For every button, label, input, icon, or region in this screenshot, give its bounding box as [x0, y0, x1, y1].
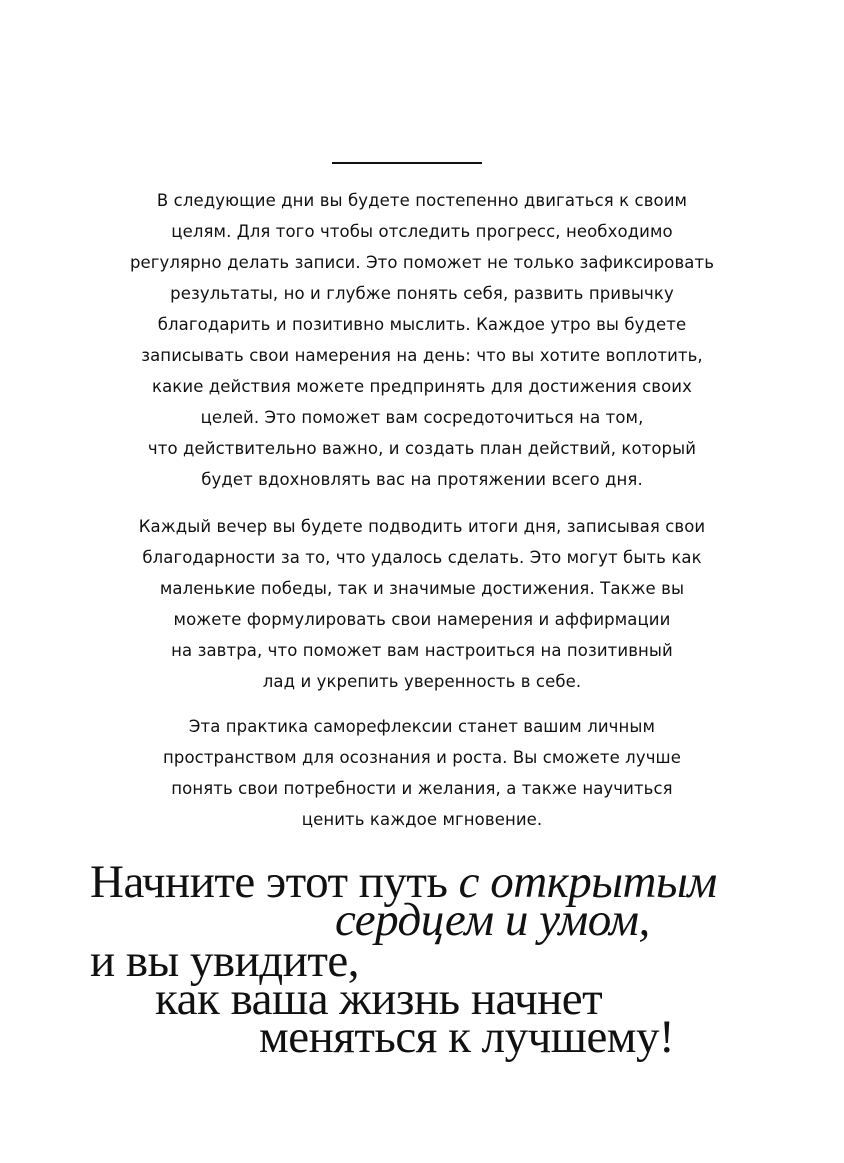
paragraph-line: маленькие победы, так и значимые достижения. Также вы [159, 579, 685, 598]
quote-line-3: и вы увидите, [90, 935, 359, 987]
paragraph-line: ценить каждое мгновение. [301, 810, 543, 829]
paragraph-line: записывать свои намерения на день: что вы хотите воплотить, [141, 346, 703, 365]
paragraph-line: В следующие дни вы будете постепенно двигаться к своим [156, 191, 688, 210]
paragraph-line: понять свои потребности и желания, а также научиться [171, 779, 673, 798]
paragraph-line: на завтра, что поможет вам настроиться на позитивный [171, 641, 673, 660]
paragraph-line: Каждый вечер вы будете подводить итоги дня, записывая свои [138, 517, 706, 536]
paragraph-line: благодарности за то, что удалось сделать. Это могут быть как [142, 548, 702, 567]
paragraph-line: результаты, но и глубже понять себя, развить привычку [170, 284, 674, 303]
quote-line-1-italic: с открытым [458, 856, 717, 908]
paragraph-line: можете формулировать свои намерения и аффирмации [173, 610, 671, 629]
paragraph-line: регулярно делать записи. Это поможет не только зафиксировать [129, 253, 715, 272]
paragraph-line: что действительно важно, и создать план действий, который [147, 439, 697, 458]
quote-line-1-regular: Начните этот путь [90, 856, 459, 908]
paragraph-line: будет вдохновлять вас на протяжении всего дня. [201, 470, 643, 489]
paragraph-line: благодарить и позитивно мыслить. Каждое утро вы будете [157, 315, 687, 334]
paragraph-line: лад и укрепить уверенность в себе. [262, 672, 582, 691]
quote-line-5: меняться к лучшему! [259, 1011, 675, 1063]
paragraph-line: целей. Это поможет вам сосредоточиться на том, [200, 408, 644, 427]
quote-line-4: как ваша жизнь начнет [155, 973, 603, 1025]
paragraph-line: целям. Для того чтобы отследить прогресс, необходимо [171, 222, 673, 241]
paragraph-line: пространством для осознания и роста. Вы сможете лучше [162, 748, 681, 767]
paragraph-line: какие действия можете предпринять для достижения своих [152, 377, 692, 396]
quote-line-2-italic: сердцем и умом, [335, 894, 650, 946]
quote-line-2 [335, 895, 650, 945]
paragraph-line: Эта практика саморефлексии станет вашим личным [188, 717, 656, 736]
